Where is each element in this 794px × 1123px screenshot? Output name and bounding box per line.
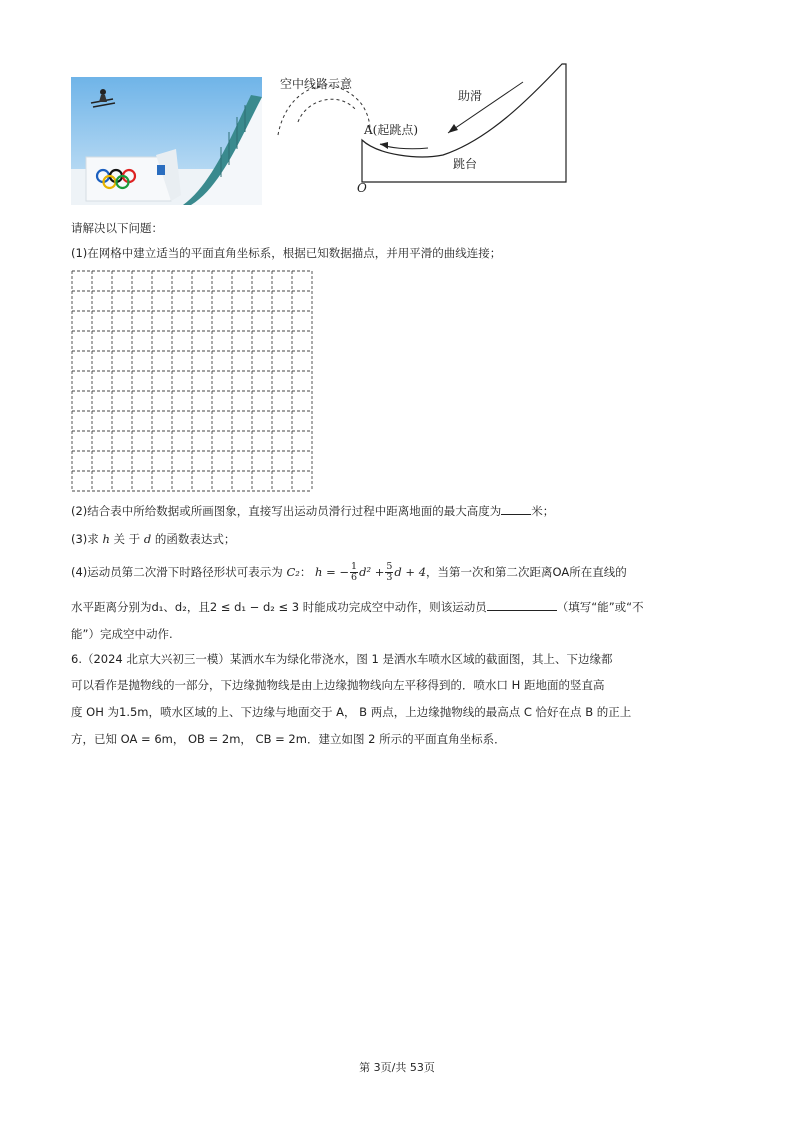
question-4-instruction: （填写“能”或“不 bbox=[556, 600, 644, 614]
frac1-num: 1 bbox=[351, 561, 358, 572]
page-footer: 第 3页/共 53页 bbox=[359, 1061, 435, 1074]
answer-blank-q4[interactable] bbox=[487, 598, 557, 611]
frac2-den: 3 bbox=[386, 572, 393, 583]
question-3-mid: 关 于 bbox=[113, 532, 141, 546]
platform-label: 跳台 bbox=[453, 157, 478, 171]
question-2-unit: 米； bbox=[531, 504, 555, 518]
origin-label: O bbox=[357, 181, 367, 195]
question-3-prefix: (3)求 bbox=[71, 532, 99, 546]
question-6-line-4: 方，已知 OA = 6m， OB = 2m， CB = 2m．建立如图 2 所示的平面直角坐标系． bbox=[71, 732, 506, 746]
question-4-condition: 水平距离分别为d₁、d₂，且2 ≤ d₁ − d₂ ≤ 3 时能成功完成空中动作，则该运动员 bbox=[71, 600, 487, 614]
formula-mid: d² + bbox=[359, 565, 385, 579]
frac1-den: 6 bbox=[351, 572, 358, 583]
question-3-suffix: 的函数表达式； bbox=[154, 532, 236, 546]
ski-path-diagram bbox=[268, 60, 578, 195]
question-2-text: (2)结合表中所给数据或所画图象，直接写出运动员滑行过程中距离地面的最大高度为 bbox=[71, 504, 502, 518]
intro-text: 请解决以下问题： bbox=[71, 221, 163, 235]
curve-name: C₂ bbox=[286, 565, 300, 579]
assist-label: 助滑 bbox=[458, 89, 483, 103]
question-4-intro: (4)运动员第二次滑下时路径形状可表示为 bbox=[71, 565, 283, 579]
question-4-line-2 bbox=[71, 598, 644, 615]
ski-jump-photo bbox=[71, 77, 262, 205]
question-6-line-1: 6.（2024 北京大兴初三一模）某洒水车为绿化带浇水，图 1 是洒水车喷水区域的截面图，其上、下边缘都 bbox=[71, 652, 613, 666]
question-2 bbox=[71, 502, 554, 519]
question-4-line-3: 能”）完成空中动作. bbox=[71, 627, 173, 641]
variable-d: d bbox=[143, 532, 152, 546]
question-3 bbox=[71, 531, 235, 547]
formula-lhs: h = − bbox=[315, 565, 350, 579]
path-label: 空中线路示意 bbox=[280, 77, 353, 91]
question-6-line-3: 度 OH 为1.5m，喷水区域的上、下边缘与地面交于 A， B 两点，上边缘抛物线的最高点 C 恰好在点 B 的正上 bbox=[71, 705, 632, 719]
formula-end: d + 4 bbox=[394, 565, 427, 579]
question-6-line-2: 可以看作是抛物线的一部分，下边缘抛物线是由上边缘抛物线向左平移得到的．喷水口 H 距地面的竖直高 bbox=[71, 678, 605, 692]
question-1: (1)在网格中建立适当的平面直角坐标系，根据已知数据描点，并用平滑的曲线连接； bbox=[71, 246, 502, 260]
answer-blank-q2[interactable] bbox=[501, 502, 531, 515]
frac2-num: 5 bbox=[386, 561, 393, 572]
coordinate-grid bbox=[71, 270, 314, 496]
fraction-five-thirds bbox=[385, 562, 393, 583]
variable-h: h bbox=[102, 532, 110, 546]
fraction-one-sixth bbox=[350, 562, 358, 583]
takeoff-label: A(起跳点) bbox=[364, 123, 419, 137]
question-4-line-1: (4)运动员第二次滑下时路径形状可表示为 C₂： h = − $\frac{1}{6}$ d² + $\frac{5}{3}$ d + 4，当第一次和第二次距离OA所在直线的 bbox=[71, 561, 627, 583]
question-4-line-1-end: ，当第一次和第二次距离OA所在直线的 bbox=[426, 565, 627, 579]
